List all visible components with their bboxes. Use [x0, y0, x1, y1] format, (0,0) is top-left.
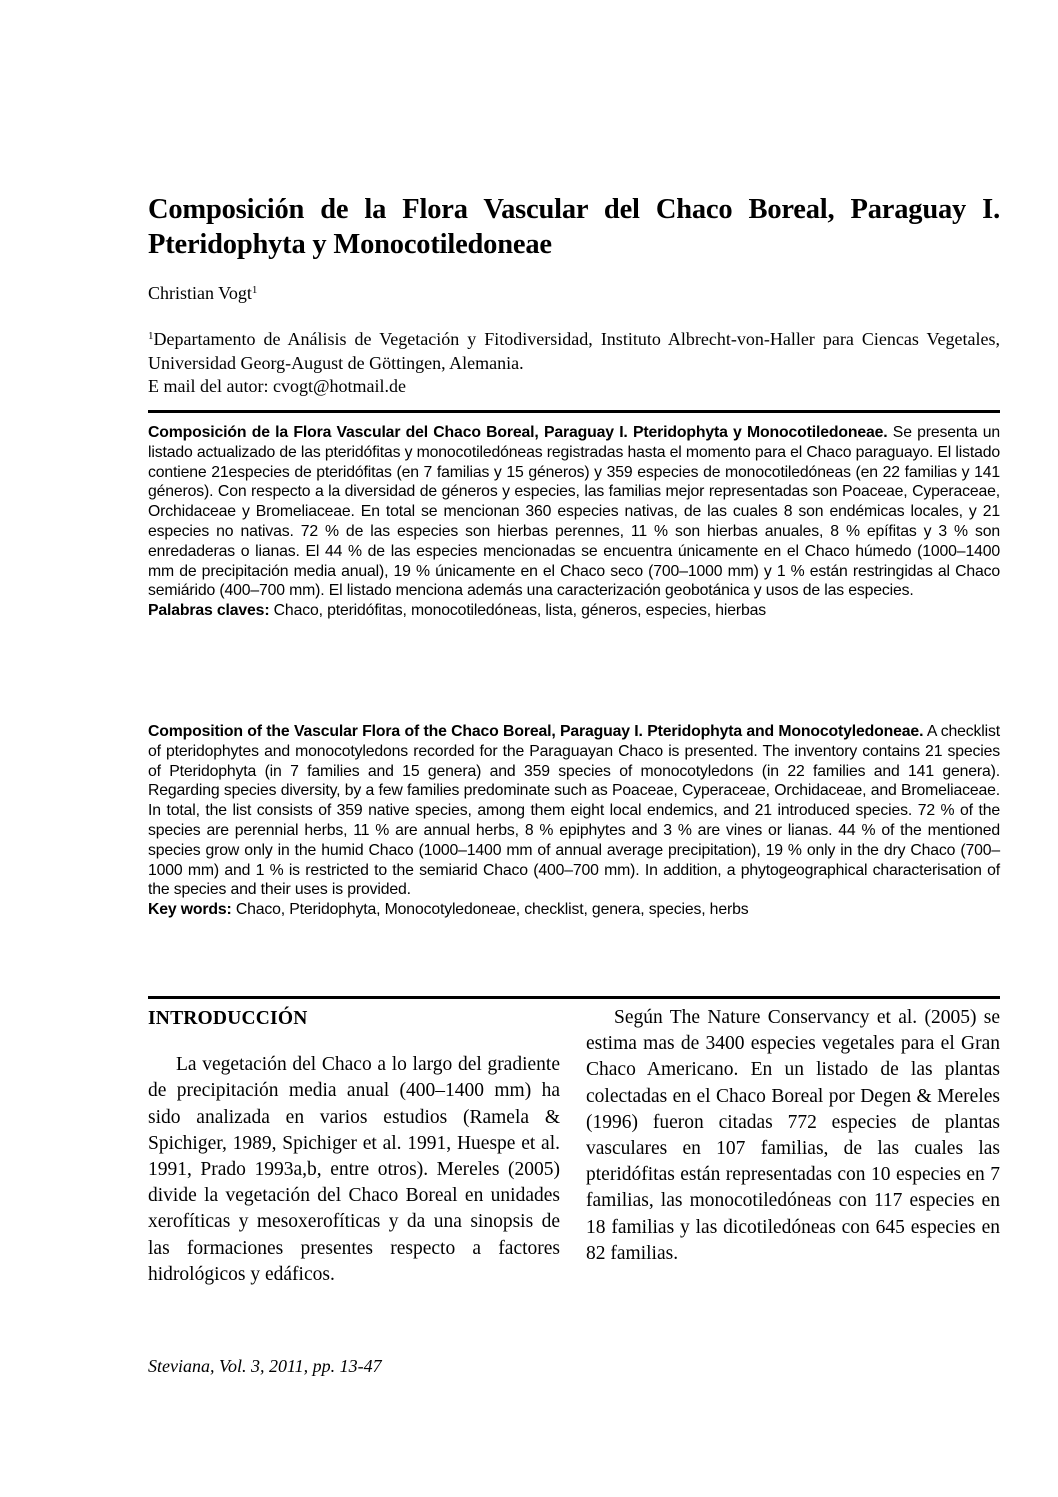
intro-paragraph-2: Según The Nature Conservancy et al. (2005) se estima mas de 3400 especies vegetales para el Gran Chaco Americano. En un listado de las plantas colectadas en el Chaco Boreal por Degen & Mereles (1996) fueron citadas 772 especies de plantas vasculares en 107 familias, de las cuales las pteridófitas están representadas con 10 especies en 7 familias, las monocotiledóneas con 117 especies en 18 familias y las dicotiledóneas con 645 especies en 82 familias. [586, 1007, 1000, 1264]
intro-paragraph-1: La vegetación del Chaco a lo largo del gradiente de precipitación media anual (400–1400 mm) ha sido analizada en varios estudios (Ramela & Spichiger, 1989, Spichiger et al. 1991, Huespe et al. 1991, Prado 1993a,b, entre otros). Mereles (2005) divide la vegetación del Chaco Boreal en unidades xerofíticas y mesoxerofíticas y da una sinopsis de las formaciones presentes respecto a factores hidrológicos y edáficos. [148, 1054, 560, 1285]
abstract-english-body: A checklist of pteridophytes and monocotyledons recorded for the Paraguayan Chaco is presented. The inventory contains 21 species of Pteridophyta (in 7 families and 15 genera) and 359 species of monocotyledons (in 22 families and 141 genera). Regarding species diversity, by a few families predominate such as Poaceae, Cyperaceae, Orchidaceae, and Bromeliaceae. In total, the list consists of 359 native species, among them eight local endemics, and 21 introduced species. 72 % of the species are perennial herbs, 11 % are annual herbs, 8 % epiphytes and 3 % are vines or lianas. 44 % of the mentioned species grow only in the humid Chaco (1000–1400 mm of annual average precipitation), 19 % only in the dry Chaco (700–1000 mm) and 1 % is restricted to the semiarid Chaco (400–700 mm). In addition, a phytogeographical characterisation of the species and their uses is provided. [148, 723, 1000, 899]
abstract-spanish [148, 423, 1000, 621]
abstract-english [148, 722, 1000, 920]
abstract-spanish-body: Se presenta un listado actualizado de las pteridófitas y monocotiledóneas registradas hasta el momento para el Chaco paraguayo. El listado contiene 21especies de pteridófitas (en 7 familias y 15 géneros) y 359 especies de monocotiledóneas (en 22 familias y 141 géneros). Con respecto a la diversidad de géneros y especies, las familias mejor representadas son Poaceae, Cyperaceae, Orchidaceae y Bromeliaceae. En total se mencionan 360 especies nativas, de las cuales 8 son endémicas locales, y 21 especies no nativas. 72 % de las especies son hierbas perennes, 11 % son hierbas anuales, 8 % epífitas y 3 % son enredaderas o lianas. El 44 % de las especies mencionadas se encuentra únicamente en el Chaco húmedo (1000–1400 mm de precipitación media anual), 19 % únicamente en el Chaco seco (700–1000 mm) y 1 % están restringidas al Chaco semiárido (400–700 mm). El listado menciona además una caracterización geobotánica y usos de las especies. [148, 424, 1000, 600]
divider-top [148, 410, 1000, 413]
keywords-english-list: Chaco, Pteridophyta, Monocotyledoneae, checklist, genera, species, herbs [231, 901, 749, 919]
author-name: Christian Vogt [148, 283, 252, 303]
author-email: E mail del autor: cvogt@hotmail.de [148, 376, 407, 396]
section-heading-introduccion: INTRODUCCIÓN [148, 1008, 308, 1029]
abstract-spanish-title: Composición de la Flora Vascular del Chaco Boreal, Paraguay I. Pteridophyta y Monocotiledoneae. [148, 424, 888, 441]
column-left [148, 1006, 560, 1288]
paper-title: Composición de la Flora Vascular del Chaco Boreal, Paraguay I. Pteridophyta y Monocotiledoneae [148, 194, 1000, 260]
affiliation-marker: 1 [148, 330, 154, 342]
affiliation-block [148, 328, 1000, 399]
keywords-english-label: Key words: [148, 901, 232, 919]
keywords-spanish-list: Chaco, pteridófitas, monocotiledóneas, lista, géneros, especies, hierbas [269, 602, 767, 620]
keywords-spanish-label: Palabras claves: [148, 602, 270, 620]
affiliation-text [148, 328, 1000, 375]
abstract-english-title: Composition of the Vascular Flora of the Chaco Boreal, Paraguay I. Pteridophyta and Monocotyledoneae. [148, 723, 924, 740]
author-affiliation-marker: 1 [251, 284, 258, 296]
divider-bottom [148, 996, 1000, 999]
journal-citation-footer: Steviana, Vol. 3, 2011, pp. 13-47 [148, 1356, 382, 1376]
column-right [586, 1005, 1000, 1267]
author-line [148, 283, 257, 304]
keywords-spanish [148, 601, 1000, 621]
keywords-english [148, 900, 1000, 920]
affiliation-institution: Departamento de Análisis de Vegetación y Fitodiversidad, Instituto Albrecht-von-Haller para Ciencas Vegetales, Universidad Georg-August de Göttingen, Alemania. [148, 329, 1000, 373]
